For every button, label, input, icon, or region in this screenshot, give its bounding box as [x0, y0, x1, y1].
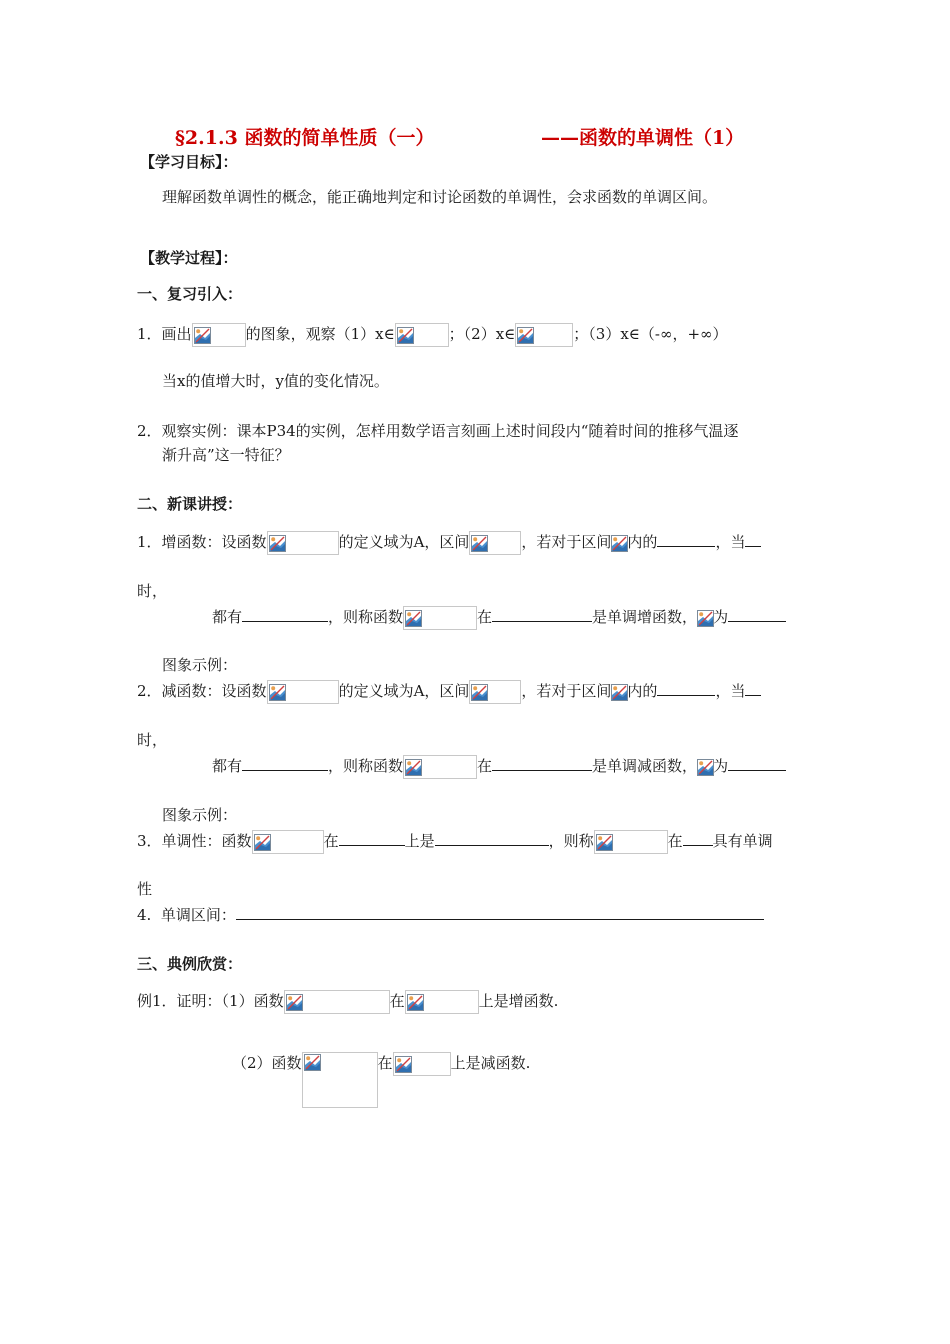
fill-blank[interactable] [745, 531, 761, 547]
fill-blank[interactable] [236, 904, 764, 920]
formula-image [611, 682, 627, 702]
fill-blank[interactable] [242, 606, 328, 622]
fill-blank[interactable] [683, 830, 713, 846]
item-number: 1． [137, 325, 162, 343]
broken-image-icon [407, 994, 424, 1011]
formula-image [594, 830, 668, 854]
inc-line1: 1．增函数：设函数 的定义域为A，区间 ，若对于区间 内的 ，当 [137, 531, 761, 555]
example2-line: （2）函数 在 上是减函数. [232, 1052, 530, 1108]
formula-image [403, 606, 477, 630]
formula-image [395, 323, 449, 347]
fill-blank[interactable] [435, 830, 549, 846]
process-heading: 【教学过程】： [140, 249, 238, 267]
dec-line1: 2．减函数：设函数 的定义域为A，区间 ，若对于区间 内的 ，当 [137, 680, 761, 704]
broken-image-icon [596, 834, 613, 851]
sec1-item1-line1: 1．画出 的图象，观察（1）x∈ ；（2）x∈ ；（3）x∈（-∞，+∞） [137, 323, 728, 347]
fill-blank[interactable] [242, 755, 328, 771]
mono-line1: 3．单调性：函数 在 上是 ，则称 在 具有单调 [137, 830, 773, 854]
fill-blank[interactable] [657, 531, 715, 547]
fill-blank[interactable] [657, 680, 715, 696]
inc-line3: 都有 ，则称函数 在 是单调增函数， 为 [212, 606, 786, 630]
page-title [175, 126, 815, 150]
fill-blank[interactable] [728, 606, 786, 622]
formula-image [405, 990, 479, 1014]
title-part2: ——函数的单调性（1） [541, 127, 745, 149]
sec1-item2-line2: 渐升高”这一特征？ [162, 446, 290, 464]
formula-image [267, 680, 339, 704]
title-part1: §2.1.3 函数的简单性质（一） [175, 127, 435, 149]
formula-image [697, 757, 713, 777]
formula-image [393, 1052, 451, 1076]
formula-image [697, 608, 713, 628]
sec3-heading: 三、典例欣赏： [137, 955, 243, 973]
fill-blank[interactable] [745, 680, 761, 696]
sec1-item1-line2: 当x的值增大时，y值的变化情况。 [162, 372, 389, 390]
formula-image [284, 990, 390, 1014]
broken-image-icon [471, 535, 488, 552]
broken-image-icon [611, 684, 628, 701]
broken-image-icon [611, 535, 628, 552]
broken-image-icon [405, 610, 422, 627]
dec-line3: 都有 ，则称函数 在 是单调减函数， 为 [212, 755, 786, 779]
goal-heading: 【学习目标】： [140, 153, 238, 171]
dec-example: 图象示例： [162, 806, 238, 824]
broken-image-icon [194, 327, 211, 344]
mono-line2: 性 [137, 880, 153, 898]
sec2-heading: 二、新课讲授： [137, 495, 243, 513]
formula-image [252, 830, 324, 854]
formula-image [469, 680, 521, 704]
fill-blank[interactable] [492, 755, 592, 771]
broken-image-icon [286, 994, 303, 1011]
formula-image [267, 531, 339, 555]
broken-image-icon [269, 684, 286, 701]
inc-line2: 时， [137, 582, 168, 600]
fill-blank[interactable] [728, 755, 786, 771]
broken-image-icon [697, 610, 714, 627]
fill-blank[interactable] [492, 606, 592, 622]
broken-image-icon [471, 684, 488, 701]
formula-image [192, 323, 246, 347]
broken-image-icon [395, 1056, 412, 1073]
goal-text: 理解函数单调性的概念，能正确地判定和讨论函数的单调性，会求函数的单调区间。 [162, 188, 718, 206]
formula-image [515, 323, 573, 347]
broken-image-icon [517, 327, 534, 344]
formula-image [469, 531, 521, 555]
fill-blank[interactable] [339, 830, 405, 846]
sec1-heading: 一、复习引入： [137, 285, 243, 303]
interval-line: 4. 单调区间： [137, 904, 764, 925]
inc-example: 图象示例： [162, 656, 238, 674]
broken-image-icon [697, 759, 714, 776]
broken-image-icon [254, 834, 271, 851]
broken-image-icon [397, 327, 414, 344]
sec1-item2-line1: 2．观察实例：课本P34的实例，怎样用数学语言刻画上述时间段内“随着时间的推移气温逐 [137, 422, 739, 440]
broken-image-icon [269, 535, 286, 552]
example1-line: 例1．证明：（1）函数 在 上是增函数. [137, 990, 558, 1014]
dec-line2: 时， [137, 731, 168, 749]
broken-image-icon [405, 759, 422, 776]
formula-image [403, 755, 477, 779]
formula-image [302, 1052, 378, 1108]
broken-image-icon [304, 1054, 321, 1071]
formula-image [611, 533, 627, 553]
